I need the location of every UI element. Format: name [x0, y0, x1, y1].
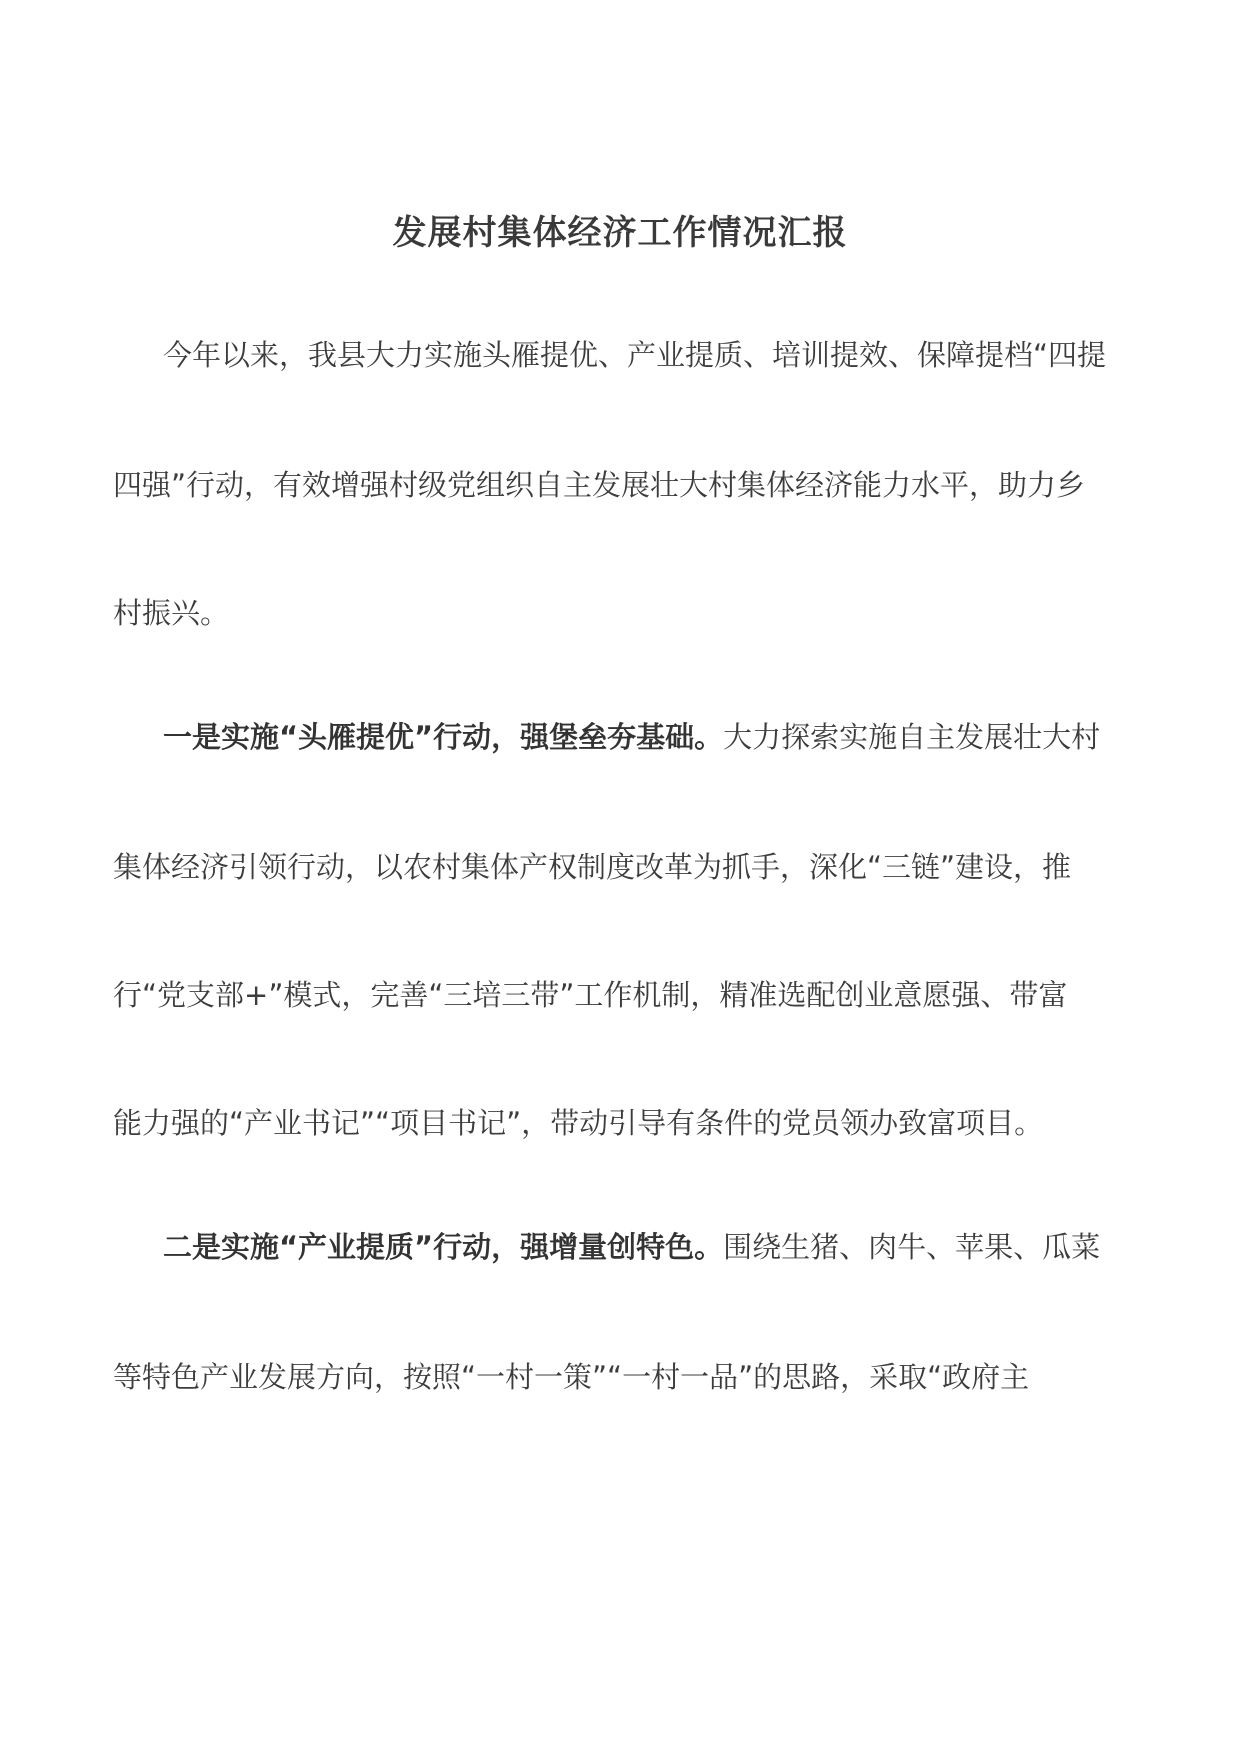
paragraph-1-line-2: 四强”行动，有效增强村级党组织自主发展壮大村集体经济能力水平，助力乡 [113, 468, 1086, 502]
paragraph-2-line-2: 集体经济引领行动，以农村集体产权制度改革为抓手，深化“三链”建设，推 [113, 850, 1072, 884]
paragraph-1-line-3: 村振兴。 [113, 596, 230, 630]
paragraph-3-line-2: 等特色产业发展方向，按照“一村一策”“一村一品”的思路，采取“政府主 [113, 1360, 1030, 1394]
paragraph-2-heading: 一是实施“头雁提优”行动，强堡垒夯基础。 [163, 720, 724, 754]
paragraph-2-line-4: 能力强的“产业书记”“项目书记”，带动引导有条件的党员领办致富项目。 [113, 1106, 1044, 1140]
paragraph-3-line-1-text: 围绕生猪、肉牛、苹果、瓜菜 [723, 1230, 1101, 1264]
paragraph-2-line-1-text: 大力探索实施自主发展壮大村 [723, 720, 1101, 754]
paragraph-3-line-1 [163, 1225, 1130, 1266]
paragraph-1-line-1: 今年以来，我县大力实施头雁提优、产业提质、培训提效、保障提档“四提 [163, 338, 1107, 372]
document-title: 发展村集体经济工作情况汇报 [392, 213, 848, 253]
paragraph-3-heading: 二是实施“产业提质”行动，强增量创特色。 [163, 1230, 724, 1264]
paragraph-2-line-1 [163, 715, 1130, 756]
paragraph-2-line-3: 行“党支部+”模式，完善“三培三带”工作机制，精准选配创业意愿强、带富 [113, 978, 1068, 1012]
